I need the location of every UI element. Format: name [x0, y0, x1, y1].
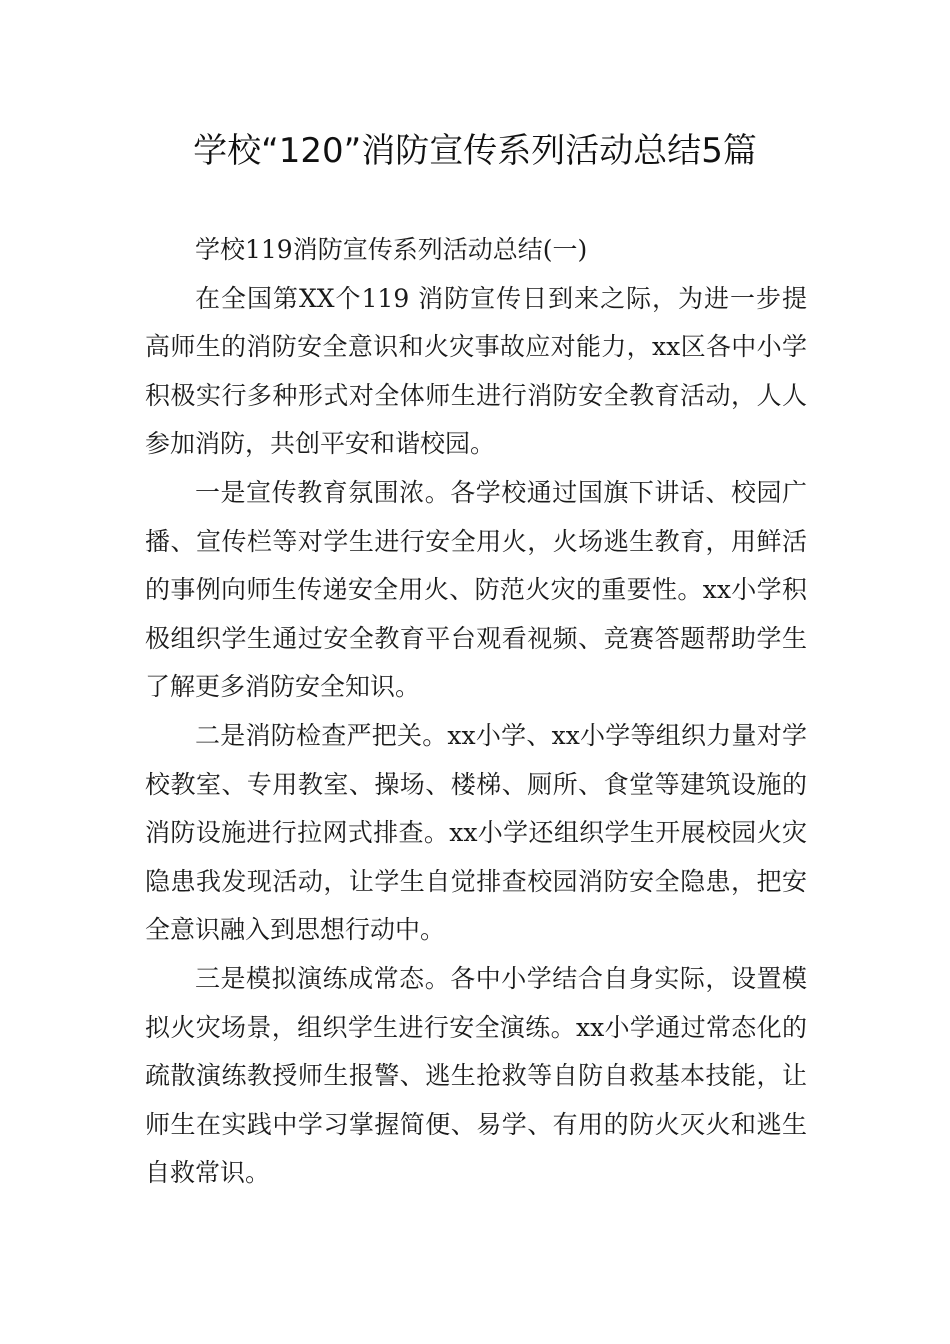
section-subheading: 学校119消防宣传系列活动总结(一): [195, 235, 588, 264]
paragraph-intro: 在全国第XX个119 消防宣传日到来之际，为进一步提高师生的消防安全意识和火灾事故应对能力，xx区各中小学积极实行多种形式对全体师生进行消防安全教育活动，人人参加消防，共创平安和谐校园。: [145, 283, 807, 459]
document-title: 学校“120”消防宣传系列活动总结5篇: [193, 131, 757, 171]
paragraph-drills: 三是模拟演练成常态。各中小学结合自身实际，设置模拟火灾场景，组织学生进行安全演练。xx小学通过常态化的疏散演练教授师生报警、逃生抢救等自防自救基本技能，让师生在实践中学习掌握简便、易学、有用的防火灭火和逃生自救常识。: [145, 963, 807, 1188]
paragraph-publicity: 一是宣传教育氛围浓。各学校通过国旗下讲话、校园广播、宣传栏等对学生进行安全用火，火场逃生教育，用鲜活的事例向师生传递安全用火、防范火灾的重要性。xx小学积极组织学生通过安全教育平台观看视频、竞赛答题帮助学生了解更多消防安全知识。: [145, 477, 807, 702]
paragraph-inspection: 二是消防检查严把关。xx小学、xx小学等组织力量对学校教室、专用教室、操场、楼梯、厕所、食堂等建筑设施的消防设施进行拉网式排查。xx小学还组织学生开展校园火灾隐患我发现活动，让学生自觉排查校园消防安全隐患，把安全意识融入到思想行动中。: [145, 720, 807, 945]
document-body: [145, 226, 807, 1198]
